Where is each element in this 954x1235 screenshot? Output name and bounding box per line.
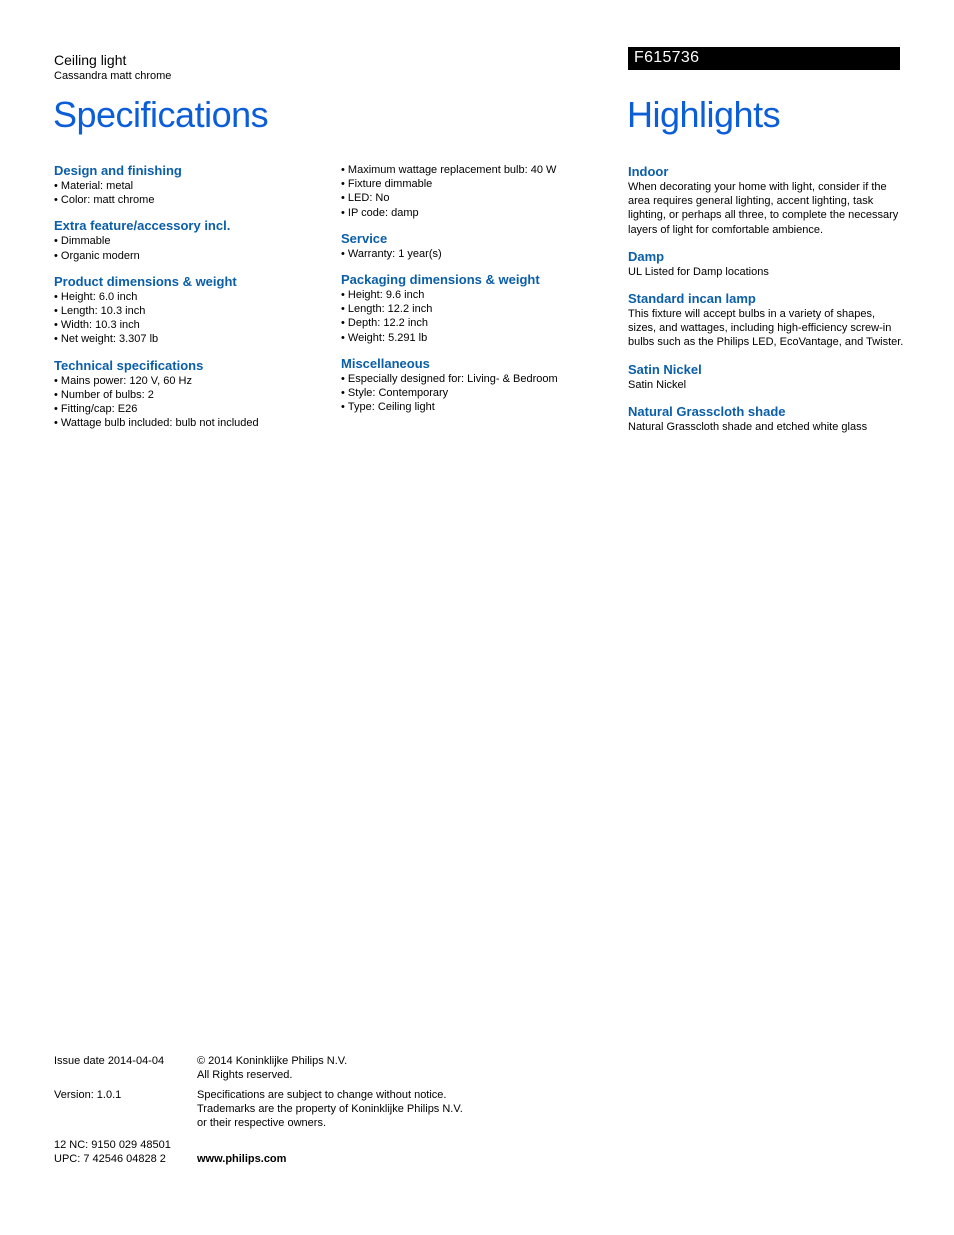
spec-list — [54, 179, 334, 207]
spec-section-title: Packaging dimensions & weight — [341, 272, 540, 288]
highlight-text: This fixture will accept bulbs in a variety of shapes, sizes, and wattages, including high-efficiency screw-in bulbs such as the Philips LED, EcoVantage, and Twister. — [628, 308, 904, 349]
spec-section-title: Service — [341, 230, 388, 246]
highlight-title: Indoor — [628, 164, 669, 179]
model-number: F615736 — [634, 49, 700, 66]
spec-list — [54, 234, 334, 262]
version: Version: 1.0.1 — [54, 1089, 122, 1101]
spec-item: • Width: 10.3 inch — [54, 318, 334, 332]
spec-section-service — [341, 231, 621, 261]
product-name: Ceiling light — [54, 52, 127, 68]
notice-line-1: Specifications are subject to change without notice. — [197, 1089, 447, 1101]
highlight-title: Damp — [628, 248, 665, 264]
spec-item: • Dimmable — [54, 234, 334, 248]
highlight-indoor — [628, 164, 906, 237]
specifications-title: Specifications — [53, 94, 269, 135]
spec-item: • Length: 10.3 inch — [54, 304, 334, 318]
spec-item: • Color: matt chrome — [54, 193, 334, 207]
highlights-title: Highlights — [627, 94, 781, 135]
specs-column-1 — [54, 163, 334, 441]
spec-section-title: Design and finishing — [54, 163, 182, 178]
spec-section-packaging-dimensions — [341, 272, 621, 345]
model-number-bar — [628, 47, 900, 70]
highlight-standard-incan-lamp — [628, 291, 906, 350]
upc-code: UPC: 7 42546 04828 2 — [54, 1153, 166, 1165]
nc-code: 12 NC: 9150 029 48501 — [54, 1139, 171, 1151]
spec-item: • Fixture dimmable — [341, 177, 621, 191]
spec-section-title: Extra feature/accessory incl. — [54, 218, 231, 234]
highlight-title: Standard incan lamp — [628, 291, 756, 307]
highlight-satin-nickel — [628, 362, 906, 392]
spec-item: • Height: 9.6 inch — [341, 288, 621, 302]
spec-item: • Fitting/cap: E26 — [54, 402, 334, 416]
spec-item: • Maximum wattage replacement bulb: 40 W — [341, 163, 621, 177]
spec-item: • Warranty: 1 year(s) — [341, 247, 621, 261]
spec-item: • Wattage bulb included: bulb not included — [54, 416, 334, 430]
highlight-grasscloth-shade — [628, 404, 906, 434]
spec-section-title: Product dimensions & weight — [54, 273, 237, 289]
website-link[interactable]: www.philips.com — [197, 1153, 287, 1165]
specs-column-2 — [341, 163, 621, 425]
spec-item: • Depth: 12.2 inch — [341, 316, 621, 330]
spec-list — [54, 374, 334, 431]
spec-list — [54, 290, 334, 347]
notice-line-2: Trademarks are the property of Koninklijke Philips N.V. — [197, 1103, 463, 1115]
issue-date: Issue date 2014-04-04 — [54, 1055, 165, 1067]
spec-list — [341, 372, 621, 415]
copyright-line-1: © 2014 Koninklijke Philips N.V. — [197, 1055, 348, 1067]
spec-section-product-dimensions — [54, 274, 334, 347]
highlight-text: Satin Nickel — [628, 378, 687, 391]
highlight-damp — [628, 249, 906, 279]
highlights-column — [628, 164, 906, 446]
spec-item: • Especially designed for: Living- & Bedroom — [341, 372, 621, 386]
spec-item: • Mains power: 120 V, 60 Hz — [54, 374, 334, 388]
spec-section-design — [54, 163, 334, 207]
spec-item: • Height: 6.0 inch — [54, 290, 334, 304]
spec-item: • Type: Ceiling light — [341, 400, 621, 414]
spec-item: • Length: 12.2 inch — [341, 302, 621, 316]
notice-line-3: or their respective owners. — [197, 1117, 326, 1129]
spec-item: • Net weight: 3.307 lb — [54, 332, 334, 346]
product-subtitle: Cassandra matt chrome — [54, 70, 172, 82]
spec-section-title: Miscellaneous — [341, 355, 430, 371]
highlight-title: Natural Grasscloth shade — [628, 403, 786, 419]
spec-item: • Organic modern — [54, 249, 334, 263]
spec-section-technical — [54, 358, 334, 431]
spec-list-continued — [341, 163, 621, 220]
spec-item: • Number of bulbs: 2 — [54, 388, 334, 402]
spec-section-miscellaneous — [341, 356, 621, 415]
copyright-line-2: All Rights reserved. — [197, 1069, 293, 1081]
spec-section-extra-features — [54, 218, 334, 262]
spec-list — [341, 288, 621, 345]
highlight-text: Natural Grasscloth shade and etched white glass — [628, 420, 868, 433]
highlight-text: When decorating your home with light, consider if the area requires general lighting, accent lighting, task lighting, or perhaps all three, to complete the necessary layers of light for comfortable ambience. — [628, 181, 899, 236]
spec-item: • Weight: 5.291 lb — [341, 331, 621, 345]
highlight-text: UL Listed for Damp locations — [628, 265, 769, 278]
spec-list — [341, 247, 621, 261]
highlight-title: Satin Nickel — [628, 361, 702, 377]
spec-section-title: Technical specifications — [54, 357, 204, 373]
spec-item: • IP code: damp — [341, 206, 621, 220]
spec-item: • Style: Contemporary — [341, 386, 621, 400]
spec-item: • Material: metal — [54, 179, 334, 193]
spec-item: • LED: No — [341, 191, 621, 205]
